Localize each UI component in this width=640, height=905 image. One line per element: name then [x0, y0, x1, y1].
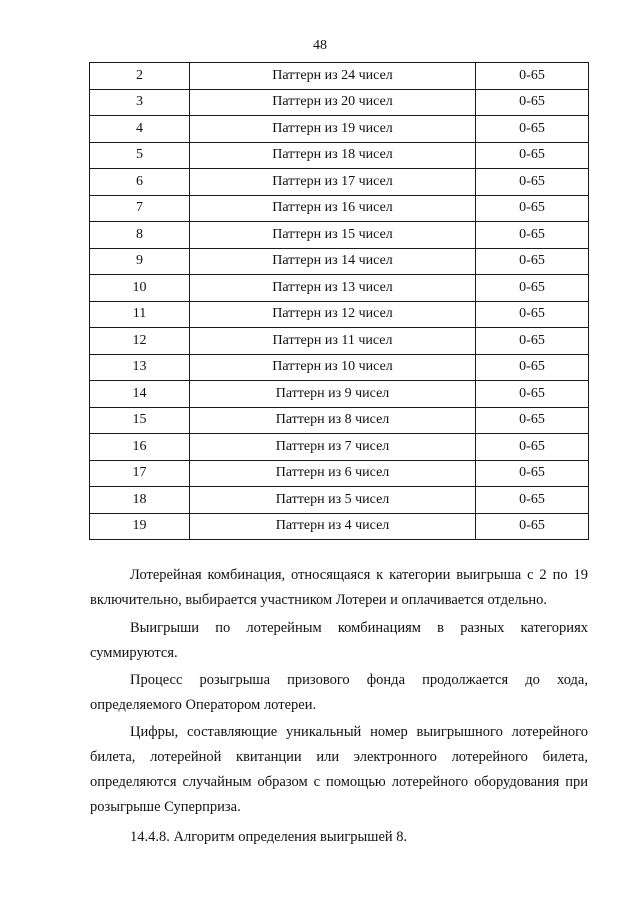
pattern-cell: Паттерн из 10 чисел — [190, 354, 476, 381]
range-cell: 0-65 — [476, 63, 589, 90]
range-cell: 0-65 — [476, 407, 589, 434]
range-cell: 0-65 — [476, 195, 589, 222]
pattern-cell: Паттерн из 24 чисел — [190, 63, 476, 90]
table-row — [90, 142, 589, 169]
table-row — [90, 248, 589, 275]
pattern-cell: Паттерн из 9 чисел — [190, 381, 476, 408]
range-cell: 0-65 — [476, 169, 589, 196]
range-cell: 0-65 — [476, 487, 589, 514]
table-row — [90, 434, 589, 461]
table-row — [90, 460, 589, 487]
table-row — [90, 328, 589, 355]
table-row — [90, 195, 589, 222]
range-cell: 0-65 — [476, 434, 589, 461]
prize-category-table — [89, 62, 589, 540]
category-cell: 15 — [90, 407, 190, 434]
category-cell: 10 — [90, 275, 190, 302]
paragraph-winnings-summed: Выигрыши по лотерейным комбинациям в разных категориях суммируются. — [90, 620, 588, 661]
range-cell: 0-65 — [476, 116, 589, 143]
table-row — [90, 275, 589, 302]
pattern-cell: Паттерн из 13 чисел — [190, 275, 476, 302]
table-row — [90, 222, 589, 249]
category-cell: 6 — [90, 169, 190, 196]
table-row — [90, 381, 589, 408]
category-cell: 9 — [90, 248, 190, 275]
category-cell: 11 — [90, 301, 190, 328]
category-cell: 3 — [90, 89, 190, 116]
category-cell: 13 — [90, 354, 190, 381]
range-cell: 0-65 — [476, 275, 589, 302]
category-cell: 7 — [90, 195, 190, 222]
category-cell: 2 — [90, 63, 190, 90]
category-cell: 14 — [90, 381, 190, 408]
pattern-cell: Паттерн из 17 чисел — [190, 169, 476, 196]
range-cell: 0-65 — [476, 328, 589, 355]
table-row — [90, 513, 589, 540]
range-cell: 0-65 — [476, 89, 589, 116]
table-row — [90, 301, 589, 328]
paragraph-ticket-number-digits: Цифры, составляющие уникальный номер выигрышного лотерейного билета, лотерейной квитанции или электронного лотерейного билета, определяются случайным образом с помощью лотерейного оборудования при розыгрыше Суперприза. — [90, 724, 588, 815]
range-cell: 0-65 — [476, 354, 589, 381]
range-cell: 0-65 — [476, 142, 589, 169]
table-row — [90, 116, 589, 143]
range-cell: 0-65 — [476, 460, 589, 487]
category-cell: 16 — [90, 434, 190, 461]
range-cell: 0-65 — [476, 381, 589, 408]
table-row — [90, 89, 589, 116]
pattern-cell: Паттерн из 5 чисел — [190, 487, 476, 514]
category-cell: 17 — [90, 460, 190, 487]
pattern-cell: Паттерн из 4 чисел — [190, 513, 476, 540]
range-cell: 0-65 — [476, 248, 589, 275]
range-cell: 0-65 — [476, 301, 589, 328]
pattern-cell: Паттерн из 11 чисел — [190, 328, 476, 355]
page-number: 48 — [313, 38, 327, 53]
category-cell: 4 — [90, 116, 190, 143]
table-row — [90, 407, 589, 434]
range-cell: 0-65 — [476, 222, 589, 249]
pattern-cell: Паттерн из 16 чисел — [190, 195, 476, 222]
paragraph-section-heading: 14.4.8. Алгоритм определения выигрышей 8. — [130, 829, 408, 845]
paragraph-draw-process: Процесс розыгрыша призового фонда продолжается до хода, определяемого Оператором лотереи. — [90, 672, 588, 713]
table-row — [90, 169, 589, 196]
category-cell: 5 — [90, 142, 190, 169]
range-cell: 0-65 — [476, 513, 589, 540]
table-row — [90, 487, 589, 514]
pattern-cell: Паттерн из 19 чисел — [190, 116, 476, 143]
pattern-cell: Паттерн из 7 чисел — [190, 434, 476, 461]
paragraph-combination-selection: Лотерейная комбинация, относящаяся к категории выигрыша с 2 по 19 включительно, выбирается участником Лотереи и оплачивается отдельно. — [90, 567, 588, 608]
category-cell: 8 — [90, 222, 190, 249]
pattern-cell: Паттерн из 20 чисел — [190, 89, 476, 116]
pattern-cell: Паттерн из 6 чисел — [190, 460, 476, 487]
table-body — [90, 63, 589, 540]
category-cell: 19 — [90, 513, 190, 540]
table-row — [90, 63, 589, 90]
category-cell: 12 — [90, 328, 190, 355]
category-cell: 18 — [90, 487, 190, 514]
pattern-cell: Паттерн из 14 чисел — [190, 248, 476, 275]
pattern-cell: Паттерн из 12 чисел — [190, 301, 476, 328]
pattern-cell: Паттерн из 8 чисел — [190, 407, 476, 434]
pattern-cell: Паттерн из 18 чисел — [190, 142, 476, 169]
pattern-cell: Паттерн из 15 чисел — [190, 222, 476, 249]
table-row — [90, 354, 589, 381]
